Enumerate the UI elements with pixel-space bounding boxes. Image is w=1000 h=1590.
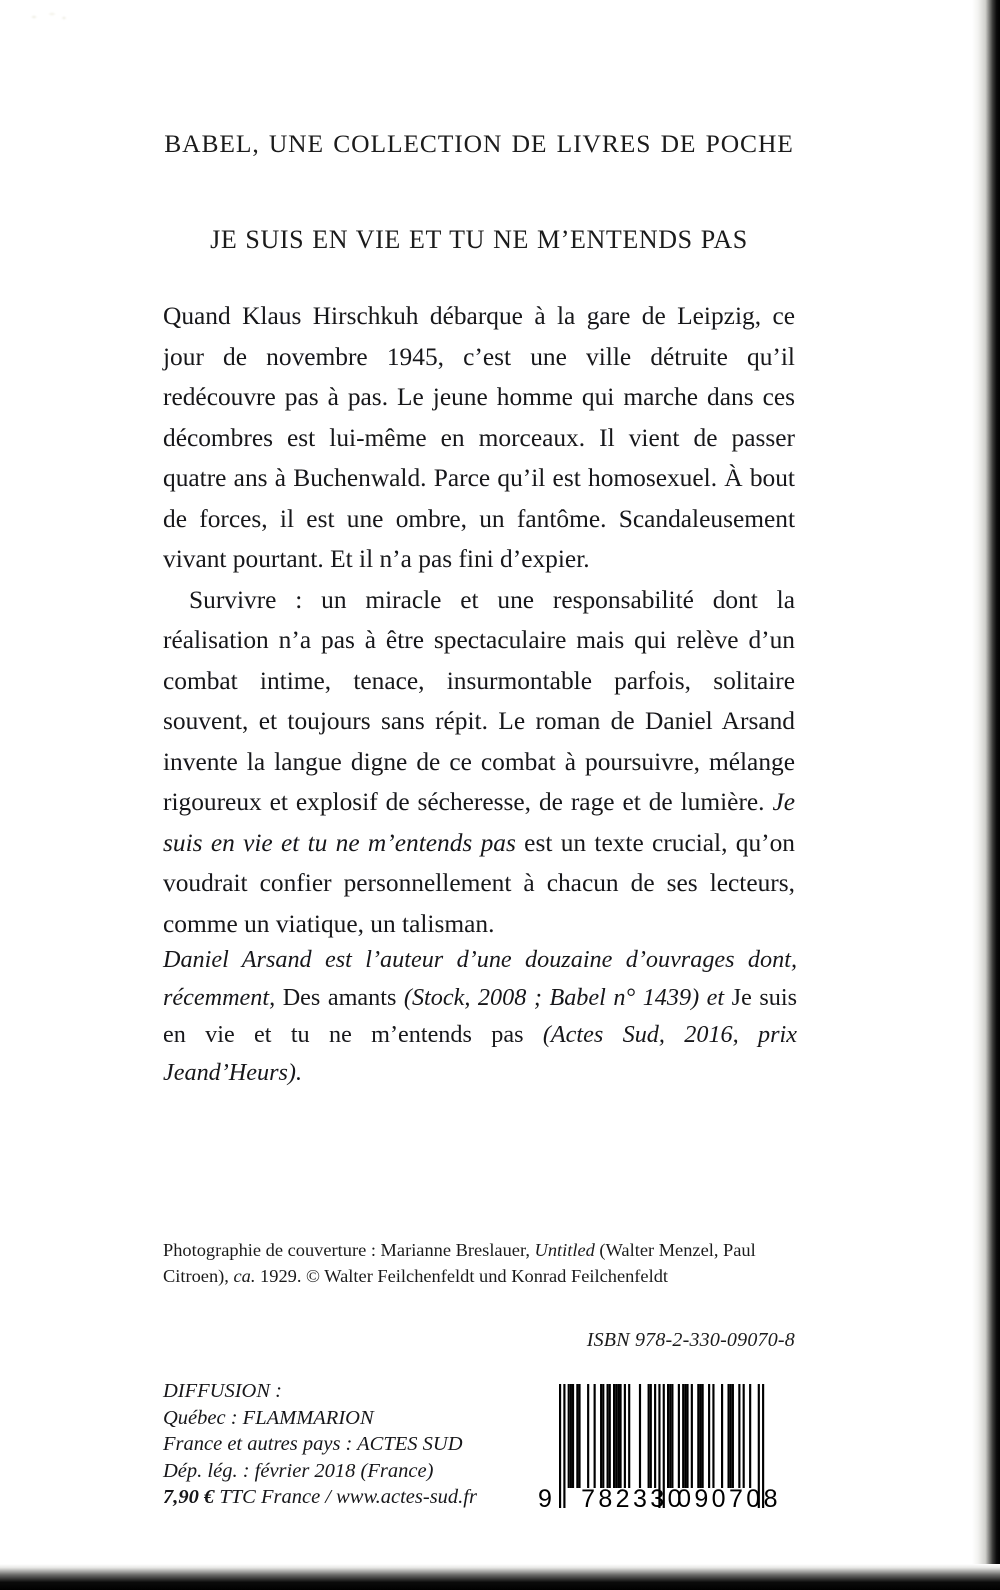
barcode-ean13-svg (533, 1380, 795, 1512)
book-bottom-edge (0, 1564, 1000, 1590)
collection-heading: BABEL, UNE COLLECTION DE LIVRES DE POCHE (164, 129, 794, 158)
legal-deposit: Dép. lég. : février 2018 (France) (163, 1459, 434, 1482)
diffusion-heading: DIFFUSION : (163, 1380, 282, 1402)
isbn-number: ISBN 978-2-330-09070-8 (586, 1329, 795, 1351)
price-suffix: TTC France / www.actes-sud.fr (214, 1486, 477, 1509)
svg-text:782330: 782330 (581, 1485, 685, 1512)
scan-artifact (26, 8, 72, 26)
photo-credit-middle: (Walter Menzel, Paul Citroen), (163, 1240, 756, 1286)
author-biography-note (163, 941, 797, 1091)
blurb-paragraph-1: Quand Klaus Hirschkuh débarque à la gare de Leipzig, ce jour de novembre 1945, c’est une ville détruite qu’il redécouvre pas à pas. Le jeune homme qui marche dans ces décombres est lui-même en morceaux. Il vient de passer quatre ans à Buchenwald. Parce qu’il est homosexuel. À bout de forces, il est une ombre, un fantôme. Scandaleusement vivant pourtant. Et il n’a pas fini d’expier. (163, 302, 795, 573)
blurb-italic-book-title: Je suis en vie et tu ne m’entends pas (163, 788, 795, 857)
price-value: 7,90 € (163, 1486, 215, 1509)
author-note-work-des-amants: Des amants (282, 983, 397, 1011)
blurb-paragraph-2-lead: Survivre : un miracle et une responsabilité dont la réalisation n’a pas à être spectaculaire mais qui relève d’un combat intime, tenace, insurmontable parfois, solitaire souvent, et toujours sans répit. Le roman de Daniel Arsand invente la langue digne de ce combat à poursuivre, mélange rigoureux et explosif de sécheresse, de rage et de lumière. (163, 585, 795, 816)
diffusion-block (163, 1378, 523, 1511)
blurb-paragraph-2 (163, 580, 795, 945)
diffusion-quebec: Québec : FLAMMARION (163, 1406, 374, 1429)
page-title: JE SUIS EN VIE ET TU NE M’ENTENDS PAS (210, 225, 748, 254)
blurb-text (163, 296, 795, 944)
cover-content-column (163, 0, 795, 1590)
svg-text:9: 9 (538, 1485, 552, 1512)
photo-credit-tail: 1929. © Walter Feilchenfeldt und Konrad Feilchenfeldt (255, 1265, 669, 1286)
svg-text:090708: 090708 (677, 1485, 781, 1512)
author-note-segment-3: (Stock, 2008 ; Babel n° 1439) et (396, 983, 732, 1011)
photo-credit-lead: Photographie de couverture : Marianne Breslauer, (163, 1240, 535, 1260)
barcode (533, 1380, 795, 1512)
photo-credit (163, 1238, 797, 1289)
diffusion-france: France et autres pays : ACTES SUD (163, 1433, 463, 1456)
price-line (163, 1484, 523, 1511)
book-spine-edge (972, 0, 1000, 1590)
author-note-work-je-suis-en-vie: Je suis en vie et tu ne m’entends pas (163, 983, 797, 1048)
author-note-segment-1: Daniel Arsand est l’auteur d’une douzaine d’ouvrages dont, récemment, (163, 946, 797, 1011)
blurb-paragraph-2-tail: est un texte crucial, qu’on voudrait confier personnellement à chacun de ses lecteurs, comme un viatique, un talisman. (163, 828, 795, 938)
author-note-segment-5: (Actes Sud, 2016, prix Jeand’Heurs). (163, 1021, 797, 1086)
photo-credit-artwork-title: Untitled (534, 1240, 595, 1260)
photo-credit-circa: ca. (233, 1265, 256, 1286)
